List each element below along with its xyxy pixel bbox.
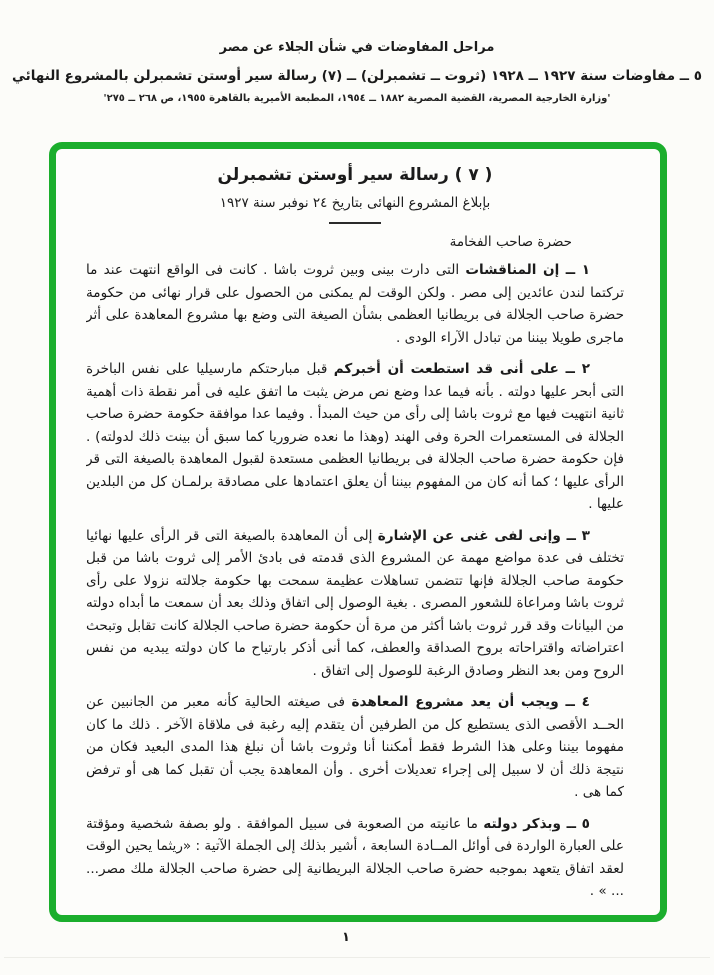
paragraph-5 <box>86 813 624 903</box>
page-header <box>0 40 714 104</box>
paragraph-1-number: ١ ــ إن المناقشات <box>465 262 590 278</box>
paragraph-2-text: قبل مبارحتكم مارسيليا على نفس الباخرة التى أبحر عليها دولته . بأنه فيما عدا وضع نص مرض يثبت ما اتفق عليه فى أمر نقطة ذات أهمية ثانية انتهيت فيها مع ثروت باشا إلى رأى من حيث المبدأ . وفيما عدا موافقة حكومة حضرة صاحب الجلالة فى المستعمرات الحرة وفى الهند (وهذا ما نعده ضروريا كما سبق أن بينت ذلك لدولته) . فإن حكومة حضرة صاحب الجلالة فى بريطانيا العظمى مستعدة لقبول المعاهدة بالصيغة التى قر الرأى عليها ؛ كما أنه كان من المفهوم بيننا أن يعلق اعتمادها على مصادقة برلمـان كل من البلدين عليها . <box>86 361 624 512</box>
salutation: حضرة صاحب الفخامة <box>449 234 572 250</box>
paragraph-4-number: ٤ ــ ويجب أن يعد مشروع المعاهدة <box>351 694 590 710</box>
paragraph-1-text: التى دارت بينى وبين ثروت باشا . كانت فى الواقع انتهت عند ما تركتما لندن عائدين إلى مصر . ولكن الوقت لم يمكنى من الحصول على قرار نهائى من حكومة حضرة صاحب الجلالة فى بريطانيا العظمى بشأن الصيغة التى وضع بها مشروع المعاهدة على أثر ماجرى طويلا بيننا من تبادل الآراء الودى . <box>86 262 624 346</box>
page-header-subtitle: ٥ ــ مفاوضات سنة ١٩٢٧ ــ ١٩٢٨ (ثروت ــ تشمبرلن) ــ (٧) رسالة سير أوستن تشمبرلن بالمشروع النهائي <box>12 68 702 84</box>
page-number: ١ <box>342 930 350 945</box>
page-header-source-citation: 'وزارة الخارجية المصرية، القضية المصرية ١٨٨٢ ــ ١٩٥٤، المطبعة الأميرية بالقاهرة ١٩٥٥، ص ٢٦٨ ــ ٢٧٥' <box>103 93 611 104</box>
paragraph-2-number: ٢ ــ على أنى قد استطعت أن أخبركم <box>333 361 591 377</box>
highlight-frame <box>49 142 667 922</box>
paragraph-3-number: ٣ ــ وإنى لفى غنى عن الإشارة <box>377 527 590 544</box>
title-divider <box>329 222 381 224</box>
paragraph-1 <box>86 259 624 349</box>
paragraph-4-text: فى صيغته الحالية كأنه معبر من الجانبين عن الحــد الأقصى الذى يستطيع كل من الطرفين أن يتقدم إليه رغبة فى ملاقاة الآخر . ذلك ما كان مفهوما بيننا وعلى هذا الشرط فقط أمكننا أنا وثروت باشا أن نبلغ هذا المدى البعيد فكان من نتيجة ذلك أن لا سبيل إلى إجراء تعديلات أخرى . وأن المعاهدة يجب أن تقبل كما هى أو ترفض كما هى . <box>86 694 624 800</box>
paragraph-5-number: ٥ ــ وبذكر دولته <box>483 815 590 832</box>
letter-paragraphs <box>86 259 624 903</box>
letter-date-line: بإبلاغ المشروع النهائى بتاريخ ٢٤ نوفبر سنة ١٩٢٧ <box>219 195 491 211</box>
page-header-title: مراحل المفاوضات في شأن الجلاء عن مصر <box>219 40 495 55</box>
paragraph-3-text: إلى أن المعاهدة بالصيغة التى قر الرأى عليها نهائيا تختلف فى عدة مواضع مهمة عن المشروع الذى قدمته فى بادئ الأمر إلى ثروت باشا من قبل حكومة صاحب الجلالة فإنها تتضمن تساهلات عظيمة سمحت بها حكومة جلالته نزولا على رأى ثروت باشا ومراعاة للشعور المصرى . بغية الوصول إلى اتفاق وذلك بعد أن سمعت ما أبداه دولته من البيانات وقد قرر ثروت باشا أكثر من مرة أن حكومة حضرة صاحب الجلالة كانت تقابل وتبحث اعتراضاته واقتراحاته بروح الصداقة والعطف، كما أنى أذكر بارتياح ما كان دولته يبديه من نفس الروح ومن بعد النظر وصادق الرغبة للوصول إلى اتفاق . <box>86 527 624 679</box>
paragraph-2 <box>86 358 624 516</box>
paragraph-4 <box>86 691 624 804</box>
letter-body <box>86 161 624 907</box>
letter-title: ( ٧ ) رسالة سير أوستن تشمبرلن <box>217 165 493 185</box>
scan-artifact-line <box>4 957 710 958</box>
paragraph-5-text: ما عانيته من الصعوبة فى سبيل الموافقة . ولو بصفة شخصية ومؤقتة على العبارة الواردة فى أوائل المــادة السابعة ، أشير بذلك إلى الجملة الآتية : «ريثما يحين الوقت لعقد اتفاق يتعهد بموجبه حضرة صاحب الجلالة البريطانية إلى حضرة صاحب الجلالة ملك مصر... ... » . <box>86 815 624 899</box>
paragraph-3 <box>86 525 624 683</box>
